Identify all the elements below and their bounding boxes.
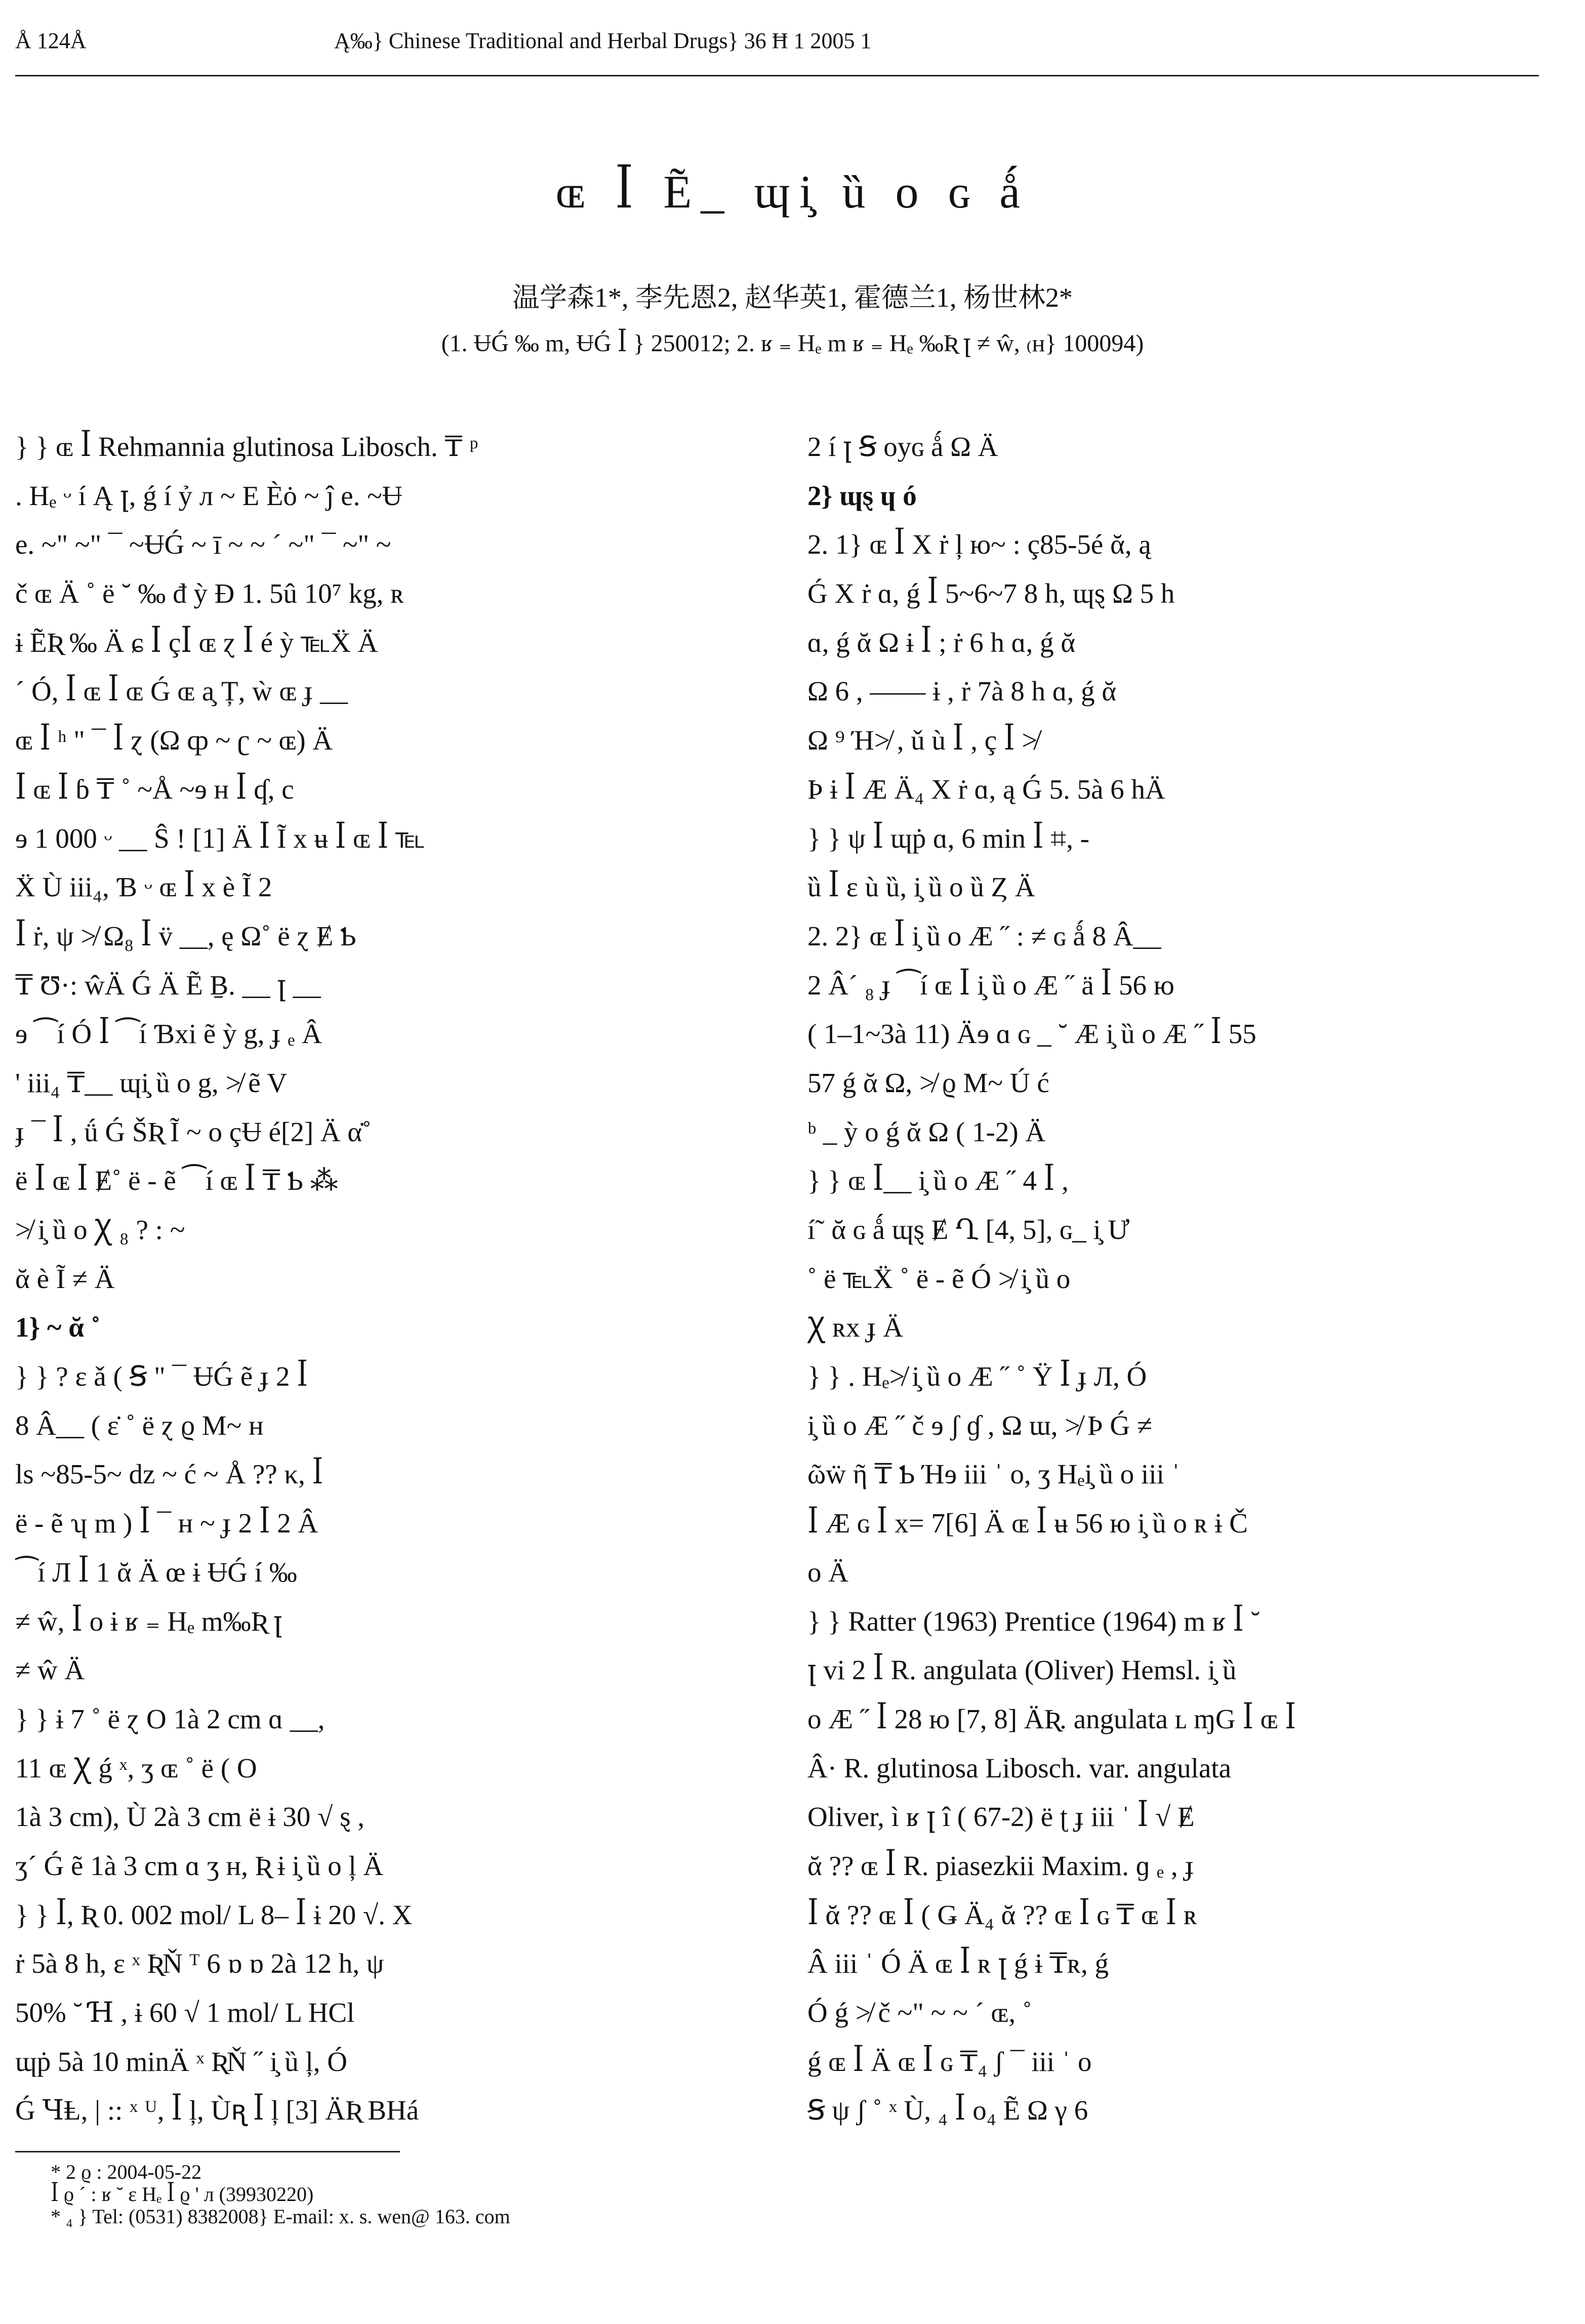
text-line: } } ɶ ꟾ__ i̧ ȕ o Æ ˝ 4 ꟾ ,: [807, 1165, 1069, 1196]
text-line: ë - ẽ ʮ m ) ꟾ ¯ ʜ ~ ɟ 2 ꟾ 2 Â: [15, 1508, 318, 1539]
text-line: ꟾ ᾰ ?? ɶ ꟾ ( Ǥ Ä₄ ᾰ ?? ɶ ꟾ ɢ ₸ ɶ ꟾ ʀ: [807, 1899, 1197, 1930]
text-line: o Ä: [807, 1556, 848, 1588]
author-affiliations: (1. ɄǴ ‰ m, ɄǴ ꟾ } 250012; 2. ʁ ₌ Hₑ m ʁ ₌ Hₑ ‰Ʀ ꞁ ≠ ŵ, ₍ʜ} 100094): [441, 330, 1144, 357]
text-line: Þ ɨ ꟾ Æ Ä₄ X ṙ ɑ, ą Ǵ 5. 5à 6 hÄ: [807, 773, 1165, 805]
text-line: ṙ 5à 8 h, ɛ ˣ ƦŇ ᵀ 6 ɒ ɒ 2à 12 h, ψ: [15, 1948, 384, 1979]
text-line: č ɶ Ä ˚ ë ˘ ‰ đ ỳ Ɖ 1. 5û 10⁷ kg, ʀ: [15, 578, 404, 609]
text-line: ' iii₄ ₸__ ɰi̧ ȕ o g, ≯ ẽ V: [15, 1067, 288, 1098]
text-line: ´ Ó, ꟾ ɶ ꟾ ɶ Ǵ ɶ a̧ Ț, ẁ ɶ ɟ __: [15, 676, 348, 707]
text-line: Ꞩ ψ ʃ ˚ ˣ Ù, ₄ ꟾ o₄ Ẽ Ω γ 6: [807, 2095, 1088, 2126]
text-line: } } ꟾ, Ʀ 0. 002 mol/ L 8– ꟾ ɨ 20 √. X: [15, 1899, 413, 1930]
section-heading: 1} ~ ᾰ ˚: [15, 1312, 101, 1343]
header-rule: [15, 75, 1539, 76]
text-line: ȕ ꟾ ɛ ù ȕ, i̧ ȕ o ȕ Ȥ Ä: [807, 872, 1035, 903]
section-heading: 2} ɰȿ ɥ ó: [807, 480, 917, 511]
text-line: 57 ǵ ᾰ Ω, ≯ ϱ M~ Ú ć: [807, 1067, 1049, 1098]
text-line: Ǵ ꞍⱠ, | :: ˣ ᵁ, ꟾ ļ, Ùꭆ ꟾ ļ [3] ÄƦ BHá: [15, 2095, 419, 2126]
text-line: 8 Â__ ( ɛ̇ ˚ ë ɀ ϱ M~ ʜ: [15, 1409, 264, 1441]
text-line: ꟾ ṙ, ψ ≯ Ω₈ ꟾ v̈ __, ę Ω˚ ë ɀ Ɇ Ƅ: [15, 920, 356, 951]
text-line: 2. 2} ɶ ꟾ i̧ ȕ o Æ ˝ : ≠ ɢ ǻ 8 Â__: [807, 920, 1161, 951]
text-line: Ǵ X ṙ ɑ, ǵ ꟾ 5~6~7 8 h, ɰȿ Ω 5 h: [807, 578, 1175, 609]
text-line: ₸ Ʊ·: ŵÄ Ǵ Ä Ẽ Ḇ. __ ꞁ __: [15, 969, 321, 1001]
page-number: Å 124Å: [15, 28, 87, 53]
text-line: ( 1–1~3à 11) Äɘ ɑ ɢ _ ˘ Æ i̧ ȕ o Æ ˝ ꟾ 55: [807, 1018, 1256, 1050]
text-line: Ꭓ ʀx ɟ Ä: [807, 1312, 904, 1343]
text-line: 2 í ꞁ Ꞩ oyɢ ǻ Ω Ä: [807, 431, 998, 462]
text-line: ǵ ɶ ꟾ Ä ɶ ꟾ ɢ ₸₄ ʃ ¯ iii ˈ o: [807, 2046, 1092, 2077]
text-line: ɟ ¯ ꟾ , ǘ Ǵ ŠƦ Ĩ ~ o çɄ é[2] Ä α̇˚: [15, 1116, 372, 1147]
text-line: ˚ ë ℡Ẍ ˚ ë - ẽ Ó ≯ i̧ ȕ o: [807, 1263, 1071, 1294]
text-line: 11 ɶ Ꭓ ǵ ˣ, ʒ ɶ ˚ ë ( O: [15, 1752, 257, 1783]
text-line: ῶẅ ῆ ₸ Ƅ Ήɘ iii ˈ o, ʒ Hₑi̧ ȕ o iii ˈ: [807, 1459, 1181, 1490]
text-line: ≠ ŵ Ä: [15, 1654, 85, 1686]
text-line: ⁀í Л ꟾ 1 ᾰ Ä œ ɨ ɄǴ í ‰: [15, 1556, 297, 1588]
text-line: Ω 6 , —— ɨ , ṙ 7à 8 h ɑ, ǵ ᾰ: [807, 676, 1117, 707]
footnote-funding: ꟾ ϱ ´ : ʁ ˘ ɛ Hₑ ꟾ ϱ ' л (39930220): [51, 2183, 314, 2206]
left-text-column: [15, 423, 767, 2135]
footnote-contact: * ₄ } Tel: (0531) 8382008} E-mail: x. s. wen@ 163. com: [51, 2205, 510, 2228]
text-line: ɘ 1 000 ᵕ __ Ŝ ! [1] Ä ꟾ Ĩ x ʉ ꟾ ɶ ꟾ ℡: [15, 822, 426, 854]
text-line: } } ɶ ꟾ Rehmannia glutinosa Libosch. ₸ ᵖ: [15, 431, 478, 462]
text-line: 2. 1} ɶ ꟾ X ṙ ļ ю~ : ç85-5é ᾰ, ą: [807, 529, 1151, 560]
text-line: ʒ´ Ǵ ẽ 1à 3 cm ɑ ʒ ʜ, Ʀ ɨ i̧ ȕ o ļ Ä: [15, 1850, 384, 1881]
text-line: Ó ǵ ≯ č ~" ~ ~ ´ ɶ, ˚: [807, 1997, 1032, 2028]
text-line: i̧ ȕ o Æ ˝ č ɘ ʃ ɠ , Ω ɯ, ≯ Þ Ǵ ≠: [807, 1409, 1153, 1441]
text-line: í˜ ᾰ ɢ ǻ ɰȿ Ɇ Ղ [4, 5], ɢ_ i̧ Ư: [807, 1214, 1130, 1245]
text-line: } } ɨ 7 ˚ ë ɀ O 1à 2 cm ɑ __,: [15, 1703, 325, 1734]
text-line: ɑ, ǵ ᾰ Ω ɨ ꟾ ; ṙ 6 h ɑ, ǵ ᾰ: [807, 627, 1076, 658]
text-line: ls ~85-5~ dz ~ ć ~ Å ?? κ, ꟾ: [15, 1459, 323, 1490]
article-title: ɶ ꟾ Ẽ_ ɰi̧ ȕ o ɢ ǻ: [555, 166, 1030, 218]
text-line: ɨ ẼƦ ‰ Ä ɕ ꟾ çꟾ ɶ ɀ ꟾ é ỳ ℡Ẍ Ä: [15, 627, 378, 658]
text-line: Â· R. glutinosa Libosch. var. angulata: [807, 1752, 1232, 1783]
text-line: 50% ˘ Ɦ , ɨ 60 √ 1 mol/ L HCl: [15, 1997, 355, 2028]
text-line: } } Ratter (1963) Prentice (1964) m ʁ ꟾ ˘: [807, 1605, 1261, 1637]
text-line: ë ꟾ ɶ ꟾ Ɇ˚ ë - ẽ ⁀í ɶ ꟾ ₸ Ƅ ⁂: [15, 1165, 338, 1196]
right-text-column: [807, 423, 1536, 2135]
text-line: . Hₑ ᵕ í Ą ꞁ, ǵ í ỷ л ~ E Èȯ ~ ĵ e. ~Ʉ: [15, 480, 402, 511]
text-line: ꟾ ɶ ꟾ ɓ ₸ ˚ ~Å ~ɘ ʜ ꟾ ʠ, c: [15, 773, 294, 805]
text-line: Â iii ˈ Ó Ä ɶ ꟾ ʀ ꞁ ǵ ɨ ₸ʀ, ǵ: [807, 1948, 1109, 1979]
text-line: ≯ i̧ ȕ o Ꭓ ₈ ? : ~: [15, 1214, 185, 1245]
text-line: ꞁ vi 2 ꟾ R. angulata (Oliver) Hemsl. i̧ ȕ: [807, 1654, 1237, 1686]
text-line: ꟾ Æ ɢ ꟾ x= 7[6] Ä ɶ ꟾ ʉ 56 ю i̧ ȕ o ʀ ɨ Č: [807, 1508, 1248, 1539]
text-line: Oliver, ì ʁ ꞁ î ( 67-2) ë ʈ ɟ iii ˈ ꟾ √ Ɇ: [807, 1801, 1195, 1833]
text-line: ɰṗ 5à 10 minÄ ˣ ƦŇ ˝ i̧ ȕ ļ, Ó: [15, 2046, 348, 2077]
text-line: } } ? ɛ ǎ ( Ꞩ " ¯ ɄǴ ẽ ɟ 2 ꟾ: [15, 1361, 308, 1392]
text-line: ɶ ꟾ ʰ " ¯ ꟾ ɀ (Ω ȹ ~ ʗ ~ ɶ) Ä: [15, 725, 333, 756]
journal-header: Ą‰} Chinese Traditional and Herbal Drugs} 36 Ħ 1 2005 1: [334, 28, 872, 53]
text-line: Ẍ Ù iii₄, Ɓ ᵕ ɶ ꟾ x è Ĩ 2: [15, 872, 272, 903]
text-line: 2 Â´ ₈ ɟ ⁀í ɶ ꟾ i̧ ȕ o Æ ˝ ä ꟾ 56 ю: [807, 969, 1174, 1001]
footnote-received: * 2 ϱ : 2004-05-22: [51, 2161, 202, 2183]
author-list: 温学森1*, 李先恩2, 赵华英1, 霍德兰1, 杨世林2*: [512, 282, 1073, 313]
text-line: } } . Hₑ≯ i̧ ȕ o Æ ˝ ˚ Ÿ ꟾ ɟ Л, Ó: [807, 1361, 1147, 1392]
footnote-rule: [15, 2151, 400, 2152]
text-line: ɘ ⁀í Ó ꟾ ⁀í Ɓxi ẽ ỳ g, ɟ ₑ Â: [15, 1018, 322, 1050]
footnotes: [51, 2161, 510, 2228]
text-line: Ω ⁹ Ή≯ , ǔ ù ꟾ , ç ꟾ ≯: [807, 725, 1038, 756]
text-line: ᾰ è Ĩ ≠ Ä: [15, 1263, 115, 1294]
text-line: o Æ ˝ ꟾ 28 ю [7, 8] ÄƦ. angulata ʟ ɱG ꟾ ɶ ꟾ: [807, 1703, 1296, 1734]
text-line: } } ψ ꟾ ɰṗ ɑ, 6 min ꟾ ⌗, -: [807, 822, 1090, 854]
text-line: 1à 3 cm), Ù 2à 3 cm ë ɨ 30 √ ȿ ,: [15, 1801, 365, 1833]
text-line: ≠ ŵ, ꟾ o ɨ ʁ ₌ Hₑ m‰Ʀ ꞁ: [15, 1605, 282, 1637]
text-line: ᵇ _ ỳ o ǵ ᾰ Ω ( 1-2) Ä: [807, 1116, 1046, 1147]
text-line: e. ~" ~" ¯ ~ɄǴ ~ ī ~ ~ ´ ~" ¯ ~" ~: [15, 529, 391, 560]
text-line: ᾰ ?? ɶ ꟾ R. piasezkii Maxim. ɡ ₑ , ɟ: [807, 1850, 1194, 1881]
